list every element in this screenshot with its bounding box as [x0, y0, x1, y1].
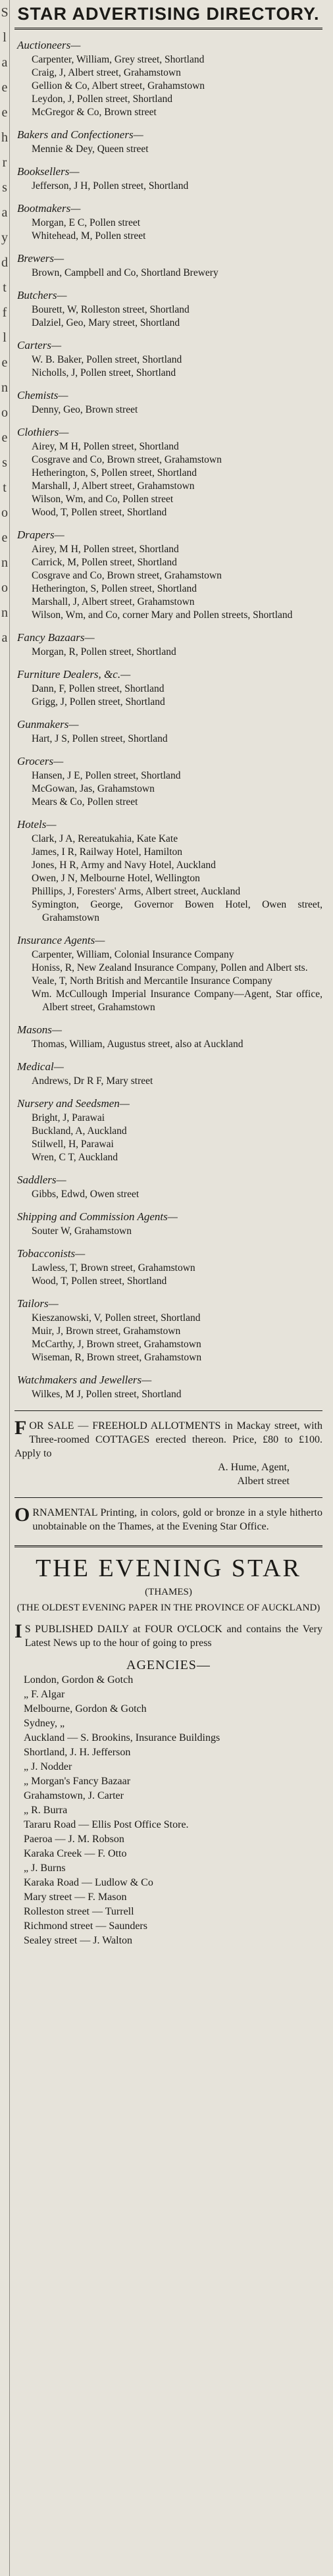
directory-category — [14, 1173, 322, 1201]
edge-letter: o — [1, 580, 8, 595]
edge-letter: l — [3, 30, 7, 45]
directory-entry: McCarthy, J, Brown street, Grahamstown — [32, 1339, 201, 1350]
directory-category — [14, 1060, 322, 1088]
agency-entry: Mary street — F. Mason — [24, 1892, 127, 1903]
category-title: Fancy Bazaars— — [17, 631, 95, 644]
edge-letter: o — [1, 405, 8, 420]
directory-title: STAR ADVERTISING DIRECTORY. — [14, 4, 322, 30]
category-title: Medical— — [17, 1060, 64, 1073]
agency-entry: Richmond street — Saunders — [24, 1920, 147, 1932]
category-title: Insurance Agents— — [17, 934, 105, 946]
category-title: Drapers— — [17, 528, 64, 541]
directory-entry: Carrick, M, Pollen street, Shortland — [32, 557, 177, 568]
directory-entry: Denny, Geo, Brown street — [32, 404, 138, 415]
edge-letter: e — [1, 530, 8, 545]
directory-entry: Gibbs, Edwd, Owen street — [32, 1189, 140, 1200]
for-sale-ad — [14, 1419, 322, 1488]
directory-entry: Wilkes, M J, Pollen street, Shortland — [32, 1389, 182, 1400]
directory-entry: McGowan, Jas, Grahamstown — [32, 783, 155, 794]
edge-letter: r — [2, 155, 7, 170]
agency-entry: Karaka Creek — F. Otto — [24, 1848, 127, 1859]
directory-entry: Whitehead, M, Pollen street — [32, 230, 146, 242]
directory-entry: Wilson, Wm, and Co, Pollen street — [32, 494, 174, 505]
publication-notice — [14, 1622, 322, 1650]
edge-letter: y — [1, 230, 8, 245]
agency-entry: Sealey street — J. Walton — [24, 1935, 133, 1946]
left-column-edge — [0, 0, 10, 2576]
agency-entry: Shortland, J. H. Jefferson — [24, 1747, 131, 1758]
directory-entry: Leydon, J, Pollen street, Shortland — [32, 93, 172, 105]
category-title: Shipping and Commission Agents— — [17, 1210, 178, 1223]
category-title: Auctioneers— — [17, 39, 81, 51]
agent-address: Albert street — [237, 1476, 290, 1487]
directory-category — [14, 252, 322, 280]
publication-text: S PUBLISHED DAILY at FOUR O'CLOCK and contains the Very Latest News up to the hour of going to press — [24, 1624, 322, 1649]
directory-entry: Phillips, J, Foresters' Arms, Albert street, Auckland — [32, 886, 241, 897]
agency-entry: „ J. Nodder — [24, 1761, 72, 1772]
directory-category — [14, 1297, 322, 1364]
directory-entry: Marshall, J, Albert street, Grahamstown — [32, 596, 195, 607]
directory-entry: Nicholls, J, Pollen street, Shortland — [32, 367, 176, 378]
category-title: Furniture Dealers, &c.— — [17, 668, 131, 681]
directory-category — [14, 528, 322, 622]
divider — [14, 1410, 322, 1411]
directory-entry: Andrews, Dr R F, Mary street — [32, 1075, 153, 1087]
directory-category — [14, 818, 322, 925]
directory-entry: McGregor & Co, Brown street — [32, 107, 157, 118]
directory-entry: Airey, M H, Pollen street, Shortland — [32, 544, 179, 555]
agency-entry: „ Morgan's Fancy Bazaar — [24, 1776, 131, 1787]
edge-letter: a — [1, 205, 8, 220]
category-title: Bakers and Confectioners— — [17, 128, 143, 141]
category-title: Masons— — [17, 1023, 63, 1036]
edge-letter: d — [1, 255, 8, 270]
for-sale-text: OR SALE — FREEHOLD ALLOTMENTS in Mackay street, with Three-roomed COTTAGES erected thereon. Price, £80 to £100. Apply to — [14, 1420, 322, 1459]
directory-entry: Wood, T, Pollen street, Shortland — [32, 507, 167, 518]
category-title: Chemists— — [17, 389, 68, 401]
edge-letter: f — [2, 305, 7, 320]
category-title: Gunmakers— — [17, 718, 79, 731]
category-title: Booksellers— — [17, 165, 80, 178]
category-title: Bootmakers— — [17, 202, 81, 215]
directory-entry: Mennie & Dey, Queen street — [32, 143, 149, 155]
directory-category — [14, 426, 322, 519]
category-title: Butchers— — [17, 289, 67, 301]
edge-letter: s — [2, 180, 7, 195]
directory-entry: Wiseman, R, Brown street, Grahamstown — [32, 1352, 202, 1363]
directory-category — [14, 128, 322, 156]
directory-entry: Wm. McCullough Imperial Insurance Company—Agent, Star office, Albert street, Grahamstown — [32, 989, 322, 1013]
directory-entry: Morgan, R, Pollen street, Shortland — [32, 646, 176, 657]
directory-category — [14, 718, 322, 746]
category-list — [14, 39, 322, 1401]
directory-entry: Owen, J N, Melbourne Hotel, Wellington — [32, 873, 200, 884]
agency-entry: „ F. Algar — [24, 1689, 65, 1700]
directory-category — [14, 1247, 322, 1288]
directory-entry: Souter W, Grahamstown — [32, 1225, 132, 1237]
directory-entry: Marshall, J, Albert street, Grahamstown — [32, 480, 195, 492]
directory-entry: Carpenter, William, Colonial Insurance Company — [32, 949, 234, 960]
directory-category — [14, 631, 322, 659]
directory-category — [14, 934, 322, 1014]
ornamental-printing-ad — [14, 1506, 322, 1533]
agency-entry: „ R. Burra — [24, 1805, 68, 1816]
directory-entry: Gellion & Co, Albert street, Grahamstown — [32, 80, 205, 91]
directory-entry: Wren, C T, Auckland — [32, 1152, 118, 1163]
directory-entry: Muir, J, Brown street, Grahamstown — [32, 1326, 181, 1337]
directory-category — [14, 755, 322, 809]
directory-entry: Dalziel, Geo, Mary street, Shortland — [32, 317, 180, 328]
directory-entry: Dann, F, Pollen street, Shortland — [32, 683, 165, 694]
category-title: Saddlers— — [17, 1173, 66, 1186]
directory-category — [14, 1023, 322, 1051]
drop-cap: I — [14, 1620, 22, 1642]
directory-entry: Grigg, J, Pollen street, Shortland — [32, 696, 165, 708]
category-title: Grocers— — [17, 755, 64, 767]
category-title: Hotels— — [17, 818, 57, 831]
edge-letter: o — [1, 505, 8, 520]
directory-category — [14, 668, 322, 709]
agency-entry: „ J. Burns — [24, 1863, 66, 1874]
directory-category — [14, 165, 322, 193]
directory-entry: Craig, J, Albert street, Grahamstown — [32, 67, 181, 78]
agency-entry: Rolleston street — Turrell — [24, 1906, 134, 1917]
directory-category — [14, 1097, 322, 1164]
agency-entry: Tararu Road — Ellis Post Office Store. — [24, 1819, 189, 1830]
category-title: Brewers— — [17, 252, 64, 265]
category-title: Clothiers— — [17, 426, 69, 438]
directory-entry: Wood, T, Pollen street, Shortland — [32, 1275, 167, 1287]
directory-category — [14, 1374, 322, 1401]
directory-entry: Buckland, A, Auckland — [32, 1125, 127, 1137]
directory-entry: Hansen, J E, Pollen street, Shortland — [32, 770, 181, 781]
directory-entry: Jones, H R, Army and Navy Hotel, Auckland — [32, 860, 216, 871]
directory-category — [14, 389, 322, 417]
directory-category — [14, 202, 322, 243]
directory-entry: Carpenter, William, Grey street, Shortland — [32, 54, 205, 65]
edge-letter: l — [3, 330, 7, 345]
agency-entry: Auckland — S. Brookins, Insurance Buildings — [24, 1732, 220, 1743]
evening-star-tagline: (THE OLDEST EVENING PAPER IN THE PROVINCE OF AUCKLAND) — [16, 1603, 320, 1613]
edge-letter: t — [3, 280, 7, 295]
ornamental-text: RNAMENTAL Printing, in colors, gold or bronze in a style hitherto unobtainable on the Thames, at the Evening Star Office. — [32, 1507, 322, 1532]
directory-entry: Stilwell, H, Parawai — [32, 1139, 114, 1150]
directory-entry: Cosgrave and Co, Brown street, Grahamstown — [32, 454, 222, 465]
directory-category — [14, 339, 322, 380]
directory-entry: Kieszanowski, V, Pollen street, Shortland — [32, 1312, 201, 1324]
edge-letter: n — [1, 555, 8, 570]
edge-letter: a — [1, 631, 8, 645]
evening-star-subtitle: (THAMES) — [145, 1587, 192, 1597]
edge-letter: e — [1, 80, 8, 95]
directory-category — [14, 289, 322, 330]
edge-letter: h — [1, 130, 8, 145]
edge-letter: S — [1, 5, 9, 20]
edge-letter: e — [1, 105, 8, 120]
directory-entry: Lawless, T, Brown street, Grahamstown — [32, 1262, 195, 1274]
agencies-heading: AGENCIES— — [126, 1658, 211, 1672]
drop-cap: F — [14, 1417, 27, 1439]
directory-entry: Cosgrave and Co, Brown street, Grahamstown — [32, 570, 222, 581]
directory-column — [14, 0, 322, 1948]
category-title: Tailors— — [17, 1297, 59, 1310]
agency-entry: Paeroa — J. M. Robson — [24, 1834, 124, 1845]
directory-entry: Thomas, William, Augustus street, also at Auckland — [32, 1039, 243, 1050]
directory-entry: Clark, J A, Rereatukahia, Kate Kate — [32, 833, 178, 844]
edge-letter: e — [1, 355, 8, 370]
category-title: Tobacconists— — [17, 1247, 86, 1260]
category-title: Watchmakers and Jewellers— — [17, 1374, 152, 1386]
directory-entry: Hetherington, S, Pollen street, Shortland — [32, 467, 197, 478]
directory-entry: Honiss, R, New Zealand Insurance Company, Pollen and Albert sts. — [32, 962, 308, 973]
directory-entry: Bourett, W, Rolleston street, Shortland — [32, 304, 190, 315]
directory-entry: W. B. Baker, Pollen street, Shortland — [32, 354, 182, 365]
agency-entry: Grahamstown, J. Carter — [24, 1790, 124, 1801]
category-title: Nursery and Seedsmen— — [17, 1097, 130, 1110]
directory-category — [14, 39, 322, 119]
edge-letter: e — [1, 430, 8, 445]
directory-entry: Brown, Campbell and Co, Shortland Brewery — [32, 267, 218, 278]
edge-letter: a — [1, 55, 8, 70]
directory-entry: Bright, J, Parawai — [32, 1112, 105, 1123]
drop-cap: O — [14, 1504, 30, 1526]
edge-letter: t — [3, 480, 7, 495]
directory-entry: Morgan, E C, Pollen street — [32, 217, 141, 228]
directory-entry: Mears & Co, Pollen street — [32, 796, 138, 808]
agency-entry: Sydney, „ — [24, 1718, 65, 1729]
directory-category — [14, 1210, 322, 1238]
directory-entry: Jefferson, J H, Pollen street, Shortland — [32, 180, 189, 192]
agent-name: A. Hume, Agent, — [218, 1462, 290, 1473]
evening-star-title: THE EVENING STAR — [14, 1545, 322, 1583]
directory-entry: Hart, J S, Pollen street, Shortland — [32, 733, 168, 744]
directory-entry: Symington, George, Governor Bowen Hotel, Owen street, Grahamstown — [32, 899, 322, 923]
directory-entry: James, I R, Railway Hotel, Hamilton — [32, 846, 183, 858]
directory-entry: Wilson, Wm, and Co, corner Mary and Pollen streets, Shortland — [32, 609, 293, 621]
agency-entry: London, Gordon & Gotch — [24, 1674, 134, 1686]
directory-entry: Hetherington, S, Pollen street, Shortland — [32, 583, 197, 594]
directory-entry: Veale, T, North British and Mercantile Insurance Company — [32, 975, 272, 987]
divider — [14, 1497, 322, 1498]
edge-letter: n — [1, 605, 8, 620]
agency-entry: Melbourne, Gordon & Gotch — [24, 1703, 147, 1714]
category-title: Carters— — [17, 339, 62, 351]
agencies-list — [14, 1673, 322, 1948]
edge-letter: n — [1, 380, 8, 395]
agency-entry: Karaka Road — Ludlow & Co — [24, 1877, 153, 1888]
edge-letter: s — [2, 455, 7, 470]
directory-entry: Airey, M H, Pollen street, Shortland — [32, 441, 179, 452]
